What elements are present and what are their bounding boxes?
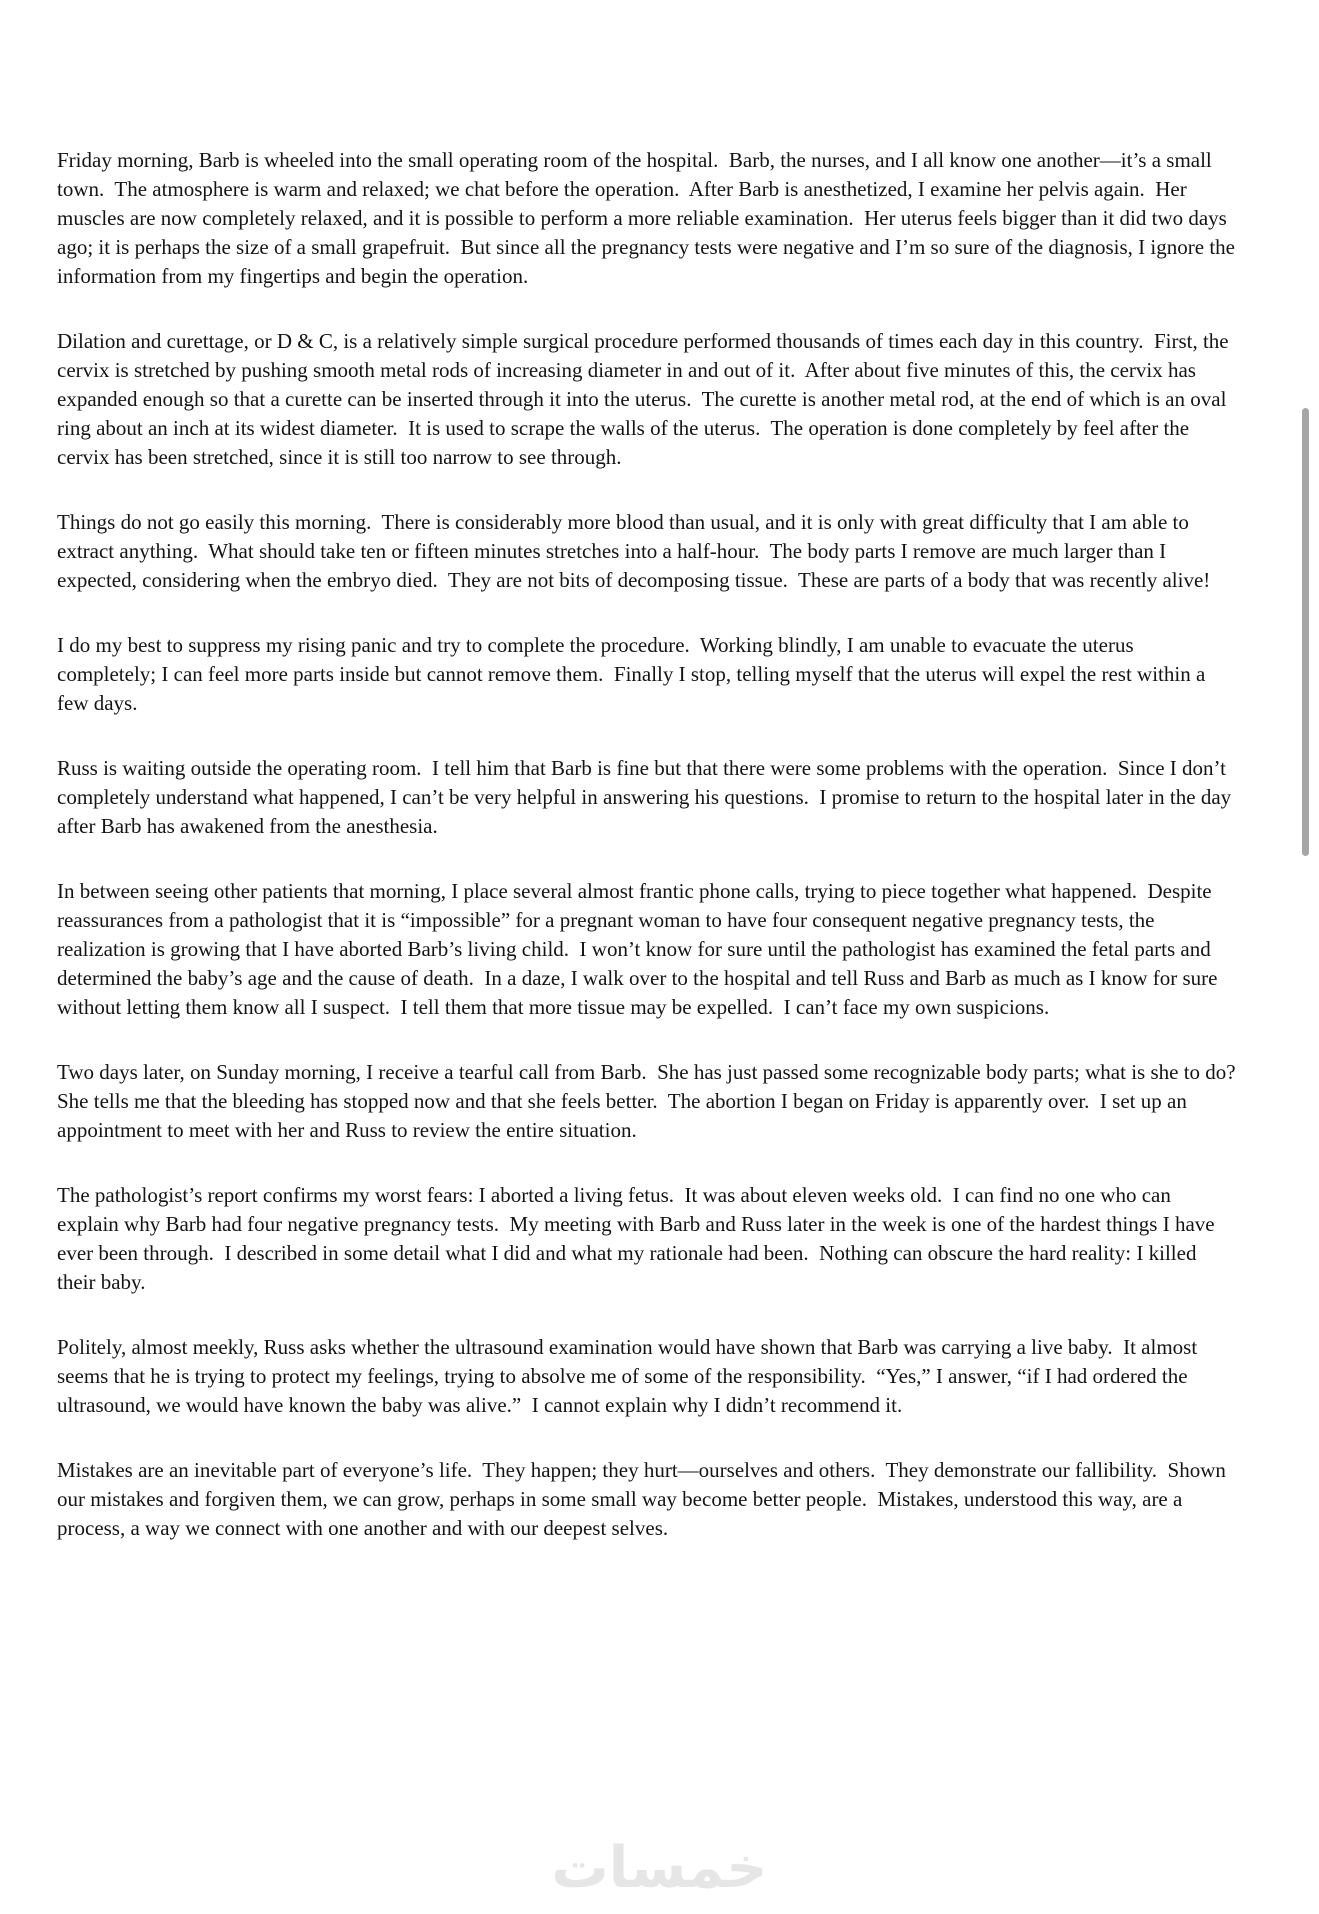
paragraph: Politely, almost meekly, Russ asks whether the ultrasound examination would have shown that Barb was carrying a live baby. It almost seems that he is trying to protect my feelings, trying to absolve me of some of the responsibility. “Yes,” I answer, “if I had ordered the ultrasound, we would have known the baby was alive.” I cannot explain why I didn’t recommend it. xyxy=(57,1335,1203,1417)
paragraph: In between seeing other patients that morning, I place several almost frantic phone calls, trying to piece together what happened. Despite reassurances from a pathologist that it is “impossible” for a pregnant woman to have four consequent negative pregnancy tests, the realization is growing that I have aborted Barb’s living child. I won’t know for sure until the pathologist has examined the fetal parts and determined the baby’s age and the cause of death. In a daze, I walk over to the hospital and tell Russ and Barb as much as I know for sure without letting them know all I suspect. I tell them that more tissue may be expelled. I can’t face my own suspicions. xyxy=(57,879,1223,1019)
paragraph: Dilation and curettage, or D & C, is a relatively simple surgical procedure performed thousands of times each day in this country. First, the cervix is stretched by pushing smooth metal rods of increasing diameter in and out of it. After about five minutes of this, the cervix has expanded enough so that a curette can be inserted through it into the uterus. The curette is another metal rod, at the end of which is an oval ring about an inch at its widest diameter. It is used to scrape the walls of the uterus. The operation is done completely by feel after the cervix has been stretched, since it is still too narrow to see through. xyxy=(57,329,1234,469)
khamsat-watermark: خمسات xyxy=(551,1835,768,1901)
paragraph: Russ is waiting outside the operating room. I tell him that Barb is fine but that there were some problems with the operation. Since I don’t completely understand what happened, I can’t be very helpful in answering his questions. I promise to return to the hospital later in the day after Barb has awakened from the anesthesia. xyxy=(57,756,1237,838)
document-text xyxy=(57,146,1247,1579)
paragraph: Things do not go easily this morning. There is considerably more blood than usual, and it is only with great difficulty that I am able to extract anything. What should take ten or fifteen minutes stretches into a half-hour. The body parts I remove are much larger than I expected, considering when the embryo died. They are not bits of decomposing tissue. These are parts of a body that was recently alive! xyxy=(57,510,1211,592)
paragraph: Friday morning, Barb is wheeled into the small operating room of the hospital. Barb, the nurses, and I all know one another—it’s a small town. The atmosphere is warm and relaxed; we chat before the operation. After Barb is anesthetized, I examine her pelvis again. Her muscles are now completely relaxed, and it is possible to perform a more reliable examination. Her uterus feels bigger than it did two days ago; it is perhaps the size of a small grapefruit. But since all the pregnancy tests were negative and I’m so sure of the diagnosis, I ignore the information from my fingertips and begin the operation. xyxy=(57,148,1241,288)
paragraph: I do my best to suppress my rising panic and try to complete the procedure. Working blindly, I am unable to evacuate the uterus completely; I can feel more parts inside but cannot remove them. Finally I stop, telling myself that the uterus will expel the rest within a few days. xyxy=(57,633,1211,715)
paragraph: The pathologist’s report confirms my worst fears: I aborted a living fetus. It was about eleven weeks old. I can find no one who can explain why Barb had four negative pregnancy tests. My meeting with Barb and Russ later in the week is one of the hardest things I have ever been through. I described in some detail what I did and what my rationale had been. Nothing can obscure the hard reality: I killed their baby. xyxy=(57,1183,1220,1294)
paragraph: Mistakes are an inevitable part of everyone’s life. They happen; they hurt—ourselves and others. They demonstrate our fallibility. Shown our mistakes and forgiven them, we can grow, perhaps in some small way become better people. Mistakes, understood this way, are a process, a way we connect with one another and with our deepest selves. xyxy=(57,1458,1232,1540)
paragraph: Two days later, on Sunday morning, I receive a tearful call from Barb. She has just passed some recognizable body parts; what is she to do? She tells me that the bleeding has stopped now and that she feels better. The abortion I began on Friday is apparently over. I set up an appointment to meet with her and Russ to review the entire situation. xyxy=(57,1060,1247,1142)
vertical-scrollbar-thumb[interactable] xyxy=(1302,408,1309,856)
